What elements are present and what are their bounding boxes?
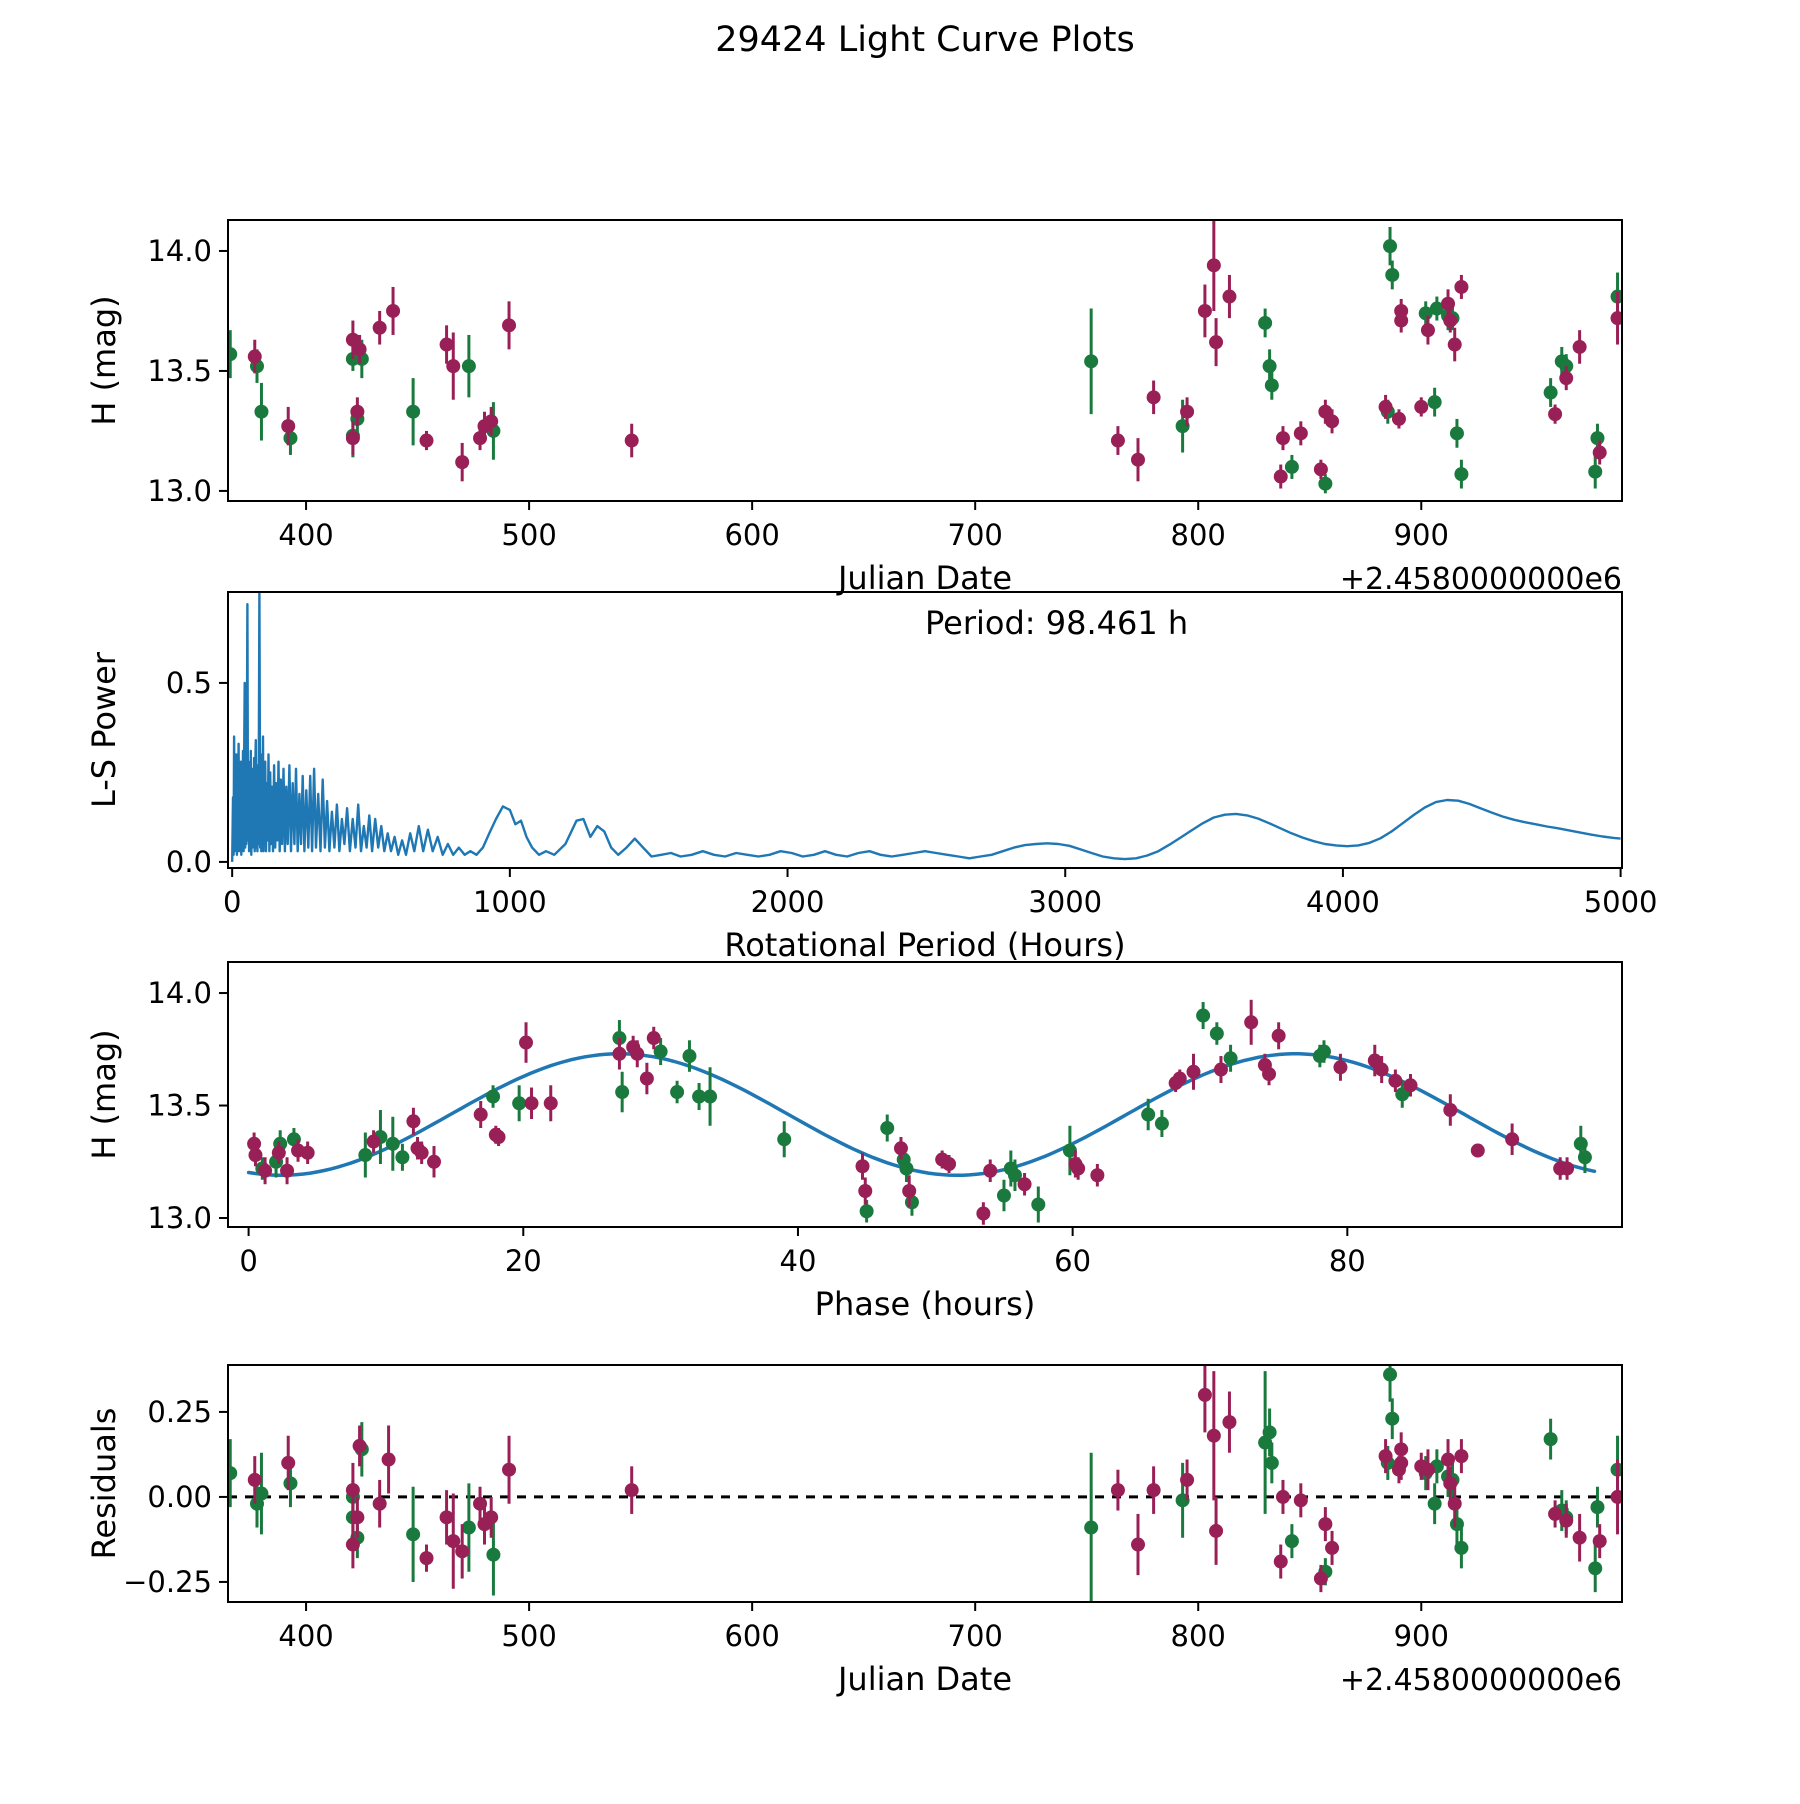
data-point (544, 1096, 558, 1110)
data-point (502, 318, 516, 332)
data-point (382, 1453, 396, 1467)
data-point (1441, 297, 1455, 311)
data-point (1325, 1541, 1339, 1555)
data-point (1262, 1067, 1276, 1081)
data-point (406, 405, 420, 419)
data-point (1198, 1388, 1212, 1402)
data-point (1090, 1168, 1104, 1182)
data-point (281, 1456, 295, 1470)
x-tick-label: 500 (501, 1619, 557, 1653)
y-axis-label: Residuals (85, 1407, 123, 1560)
x-tick-label: 0 (239, 1244, 258, 1278)
data-point (1314, 1572, 1328, 1586)
data-point (406, 1114, 420, 1128)
data-point (1147, 1483, 1161, 1497)
data-point (625, 434, 639, 448)
data-point (647, 1031, 661, 1045)
data-point (1403, 1078, 1417, 1092)
data-point (1071, 1162, 1085, 1176)
data-point (983, 1164, 997, 1178)
data-point (512, 1096, 526, 1110)
sine-fit-line (249, 1054, 1595, 1176)
data-point (1131, 453, 1145, 467)
data-layer (247, 1000, 1594, 1225)
data-point (1454, 280, 1468, 294)
data-point (777, 1132, 791, 1146)
data-point (519, 1036, 533, 1050)
data-point (1421, 1463, 1435, 1477)
data-point (670, 1085, 684, 1099)
data-point (1084, 1521, 1098, 1535)
axes-frame (228, 220, 1622, 501)
x-tick-label: 700 (947, 1619, 1003, 1653)
y-tick-label: 13.5 (147, 353, 212, 388)
data-point (486, 1090, 500, 1104)
data-point (272, 1146, 286, 1160)
data-point (1441, 1453, 1455, 1467)
data-point (1180, 405, 1194, 419)
data-point (1573, 340, 1587, 354)
data-point (942, 1157, 956, 1171)
data-point (395, 1150, 409, 1164)
data-point (1448, 338, 1462, 352)
panel-residuals-vs-jd (85, 1347, 1625, 1698)
y-tick-label: 14.0 (147, 976, 212, 1011)
data-point (1186, 1065, 1200, 1079)
data-point (1375, 1063, 1389, 1077)
data-point (880, 1121, 894, 1135)
y-tick-label: 13.0 (147, 1201, 212, 1236)
x-axis-label: Rotational Period (Hours) (724, 926, 1126, 964)
data-point (280, 1164, 294, 1178)
data-point (462, 359, 476, 373)
data-point (462, 1521, 476, 1535)
data-point (1285, 460, 1299, 474)
data-point (1383, 1368, 1397, 1382)
data-point (350, 405, 364, 419)
data-point (502, 1463, 516, 1477)
data-point (1333, 1060, 1347, 1074)
period-annotation: Period: 98.461 h (925, 604, 1189, 642)
data-point (1207, 1429, 1221, 1443)
data-point (440, 338, 454, 352)
x-axis-label: Julian Date (837, 1660, 1013, 1698)
data-point (1222, 290, 1236, 304)
data-point (625, 1483, 639, 1497)
data-point (1385, 268, 1399, 282)
data-point (346, 1483, 360, 1497)
data-point (1325, 414, 1339, 428)
data-point (1421, 323, 1435, 337)
data-point (1141, 1108, 1155, 1122)
data-point (1544, 386, 1558, 400)
data-point (1573, 1531, 1587, 1545)
data-point (1155, 1117, 1169, 1131)
data-point (615, 1085, 629, 1099)
data-point (1505, 1132, 1519, 1146)
data-point (283, 1476, 297, 1490)
x-tick-label: 4000 (1306, 885, 1380, 919)
data-point (640, 1072, 654, 1086)
data-point (1428, 1497, 1442, 1511)
series-green-site (223, 227, 1624, 493)
data-point (492, 1130, 506, 1144)
data-point (1272, 1029, 1286, 1043)
data-point (283, 431, 297, 445)
axis-offset-text: +2.4580000000e6 (1339, 1663, 1622, 1698)
x-axis-label: Julian Date (837, 559, 1013, 597)
panel-lomb-scargle-periodogram (85, 592, 1658, 964)
data-point (1198, 304, 1212, 318)
x-tick-label: 900 (1393, 518, 1449, 552)
data-point (997, 1189, 1011, 1203)
axis-offset-text: +2.4580000000e6 (1339, 562, 1622, 597)
x-tick-label: 600 (724, 518, 780, 552)
data-point (1394, 1456, 1408, 1470)
data-point (1590, 431, 1604, 445)
data-point (525, 1096, 539, 1110)
data-point (1593, 1534, 1607, 1548)
data-point (1207, 258, 1221, 272)
axes-frame (228, 962, 1622, 1227)
data-point (1084, 354, 1098, 368)
data-point (1147, 390, 1161, 404)
x-tick-label: 800 (1170, 1619, 1226, 1653)
data-point (1443, 314, 1457, 328)
y-tick-label: −0.25 (123, 1564, 212, 1599)
data-point (894, 1141, 908, 1155)
data-point (1559, 371, 1573, 385)
data-point (899, 1162, 913, 1176)
data-point (427, 1155, 441, 1169)
data-layer (223, 1347, 1624, 1602)
data-point (1111, 434, 1125, 448)
data-point (1018, 1177, 1032, 1191)
data-point (630, 1047, 644, 1061)
data-point (455, 1544, 469, 1558)
data-point (223, 347, 237, 361)
data-point (860, 1204, 874, 1218)
data-point (1383, 239, 1397, 253)
x-tick-label: 400 (278, 1619, 334, 1653)
data-point (1314, 462, 1328, 476)
data-point (1559, 1514, 1573, 1528)
y-tick-label: 13.5 (147, 1088, 212, 1123)
x-tick-label: 500 (501, 518, 557, 552)
data-point (1180, 1473, 1194, 1487)
data-point (1214, 1063, 1228, 1077)
data-point (420, 434, 434, 448)
data-point (1224, 1051, 1238, 1065)
data-point (258, 1164, 272, 1178)
data-point (474, 1108, 488, 1122)
data-point (1454, 1449, 1468, 1463)
x-axis-label: Phase (hours) (814, 1285, 1036, 1323)
data-point (1209, 1524, 1223, 1538)
data-point (1379, 400, 1393, 414)
y-tick-label: 0.25 (147, 1394, 212, 1429)
y-tick-label: 0.5 (165, 665, 212, 700)
x-tick-label: 900 (1393, 1619, 1449, 1653)
data-point (1544, 1432, 1558, 1446)
data-point (902, 1184, 916, 1198)
data-point (386, 304, 400, 318)
x-tick-label: 60 (1054, 1244, 1092, 1278)
data-point (446, 359, 460, 373)
data-point (254, 405, 268, 419)
data-point (353, 1439, 367, 1453)
y-tick-label: 0.0 (165, 844, 212, 879)
data-point (1294, 426, 1308, 440)
y-axis-label: H (mag) (85, 295, 123, 426)
data-point (440, 1510, 454, 1524)
data-point (415, 1146, 429, 1160)
y-tick-label: 14.0 (147, 233, 212, 268)
data-point (682, 1049, 696, 1063)
panel-jd-magnitude-lightcurve (85, 220, 1625, 597)
data-point (1590, 1500, 1604, 1514)
x-tick-label: 700 (947, 518, 1003, 552)
data-point (386, 1137, 400, 1151)
data-point (612, 1047, 626, 1061)
data-point (1276, 431, 1290, 445)
data-point (1448, 1497, 1462, 1511)
data-point (1276, 1490, 1290, 1504)
data-point (1274, 470, 1288, 484)
data-point (1196, 1009, 1210, 1023)
data-point (1318, 1517, 1332, 1531)
data-layer (223, 220, 1624, 494)
series-green-site (223, 1347, 1624, 1602)
data-point (346, 1538, 360, 1552)
x-tick-label: 5000 (1583, 885, 1658, 919)
data-point (248, 1473, 262, 1487)
data-point (248, 350, 262, 364)
data-point (346, 431, 360, 445)
data-point (281, 419, 295, 433)
data-point (1131, 1538, 1145, 1552)
data-point (1263, 1425, 1277, 1439)
data-point (654, 1045, 668, 1059)
data-point (1274, 1555, 1288, 1569)
data-point (254, 1487, 268, 1501)
data-point (1173, 1072, 1187, 1086)
data-point (703, 1090, 717, 1104)
data-point (1450, 426, 1464, 440)
y-tick-label: 13.0 (147, 473, 212, 508)
data-point (1285, 1534, 1299, 1548)
y-axis-label: L-S Power (85, 651, 123, 809)
data-point (420, 1551, 434, 1565)
data-point (1428, 395, 1442, 409)
data-point (976, 1207, 990, 1221)
data-point (1031, 1198, 1045, 1212)
data-point (223, 1466, 237, 1480)
series-magenta-site (248, 1358, 1625, 1593)
data-point (1263, 359, 1277, 373)
series-magenta-site (248, 220, 1625, 489)
data-point (1588, 465, 1602, 479)
data-point (484, 1510, 498, 1524)
data-point (1454, 1541, 1468, 1555)
data-point (1385, 1412, 1399, 1426)
x-tick-label: 40 (779, 1244, 817, 1278)
data-point (1209, 335, 1223, 349)
axes-frame (228, 1365, 1622, 1602)
data-point (1560, 1162, 1574, 1176)
x-tick-label: 80 (1328, 1244, 1366, 1278)
data-point (1394, 314, 1408, 328)
data-point (1379, 1449, 1393, 1463)
x-tick-label: 1000 (472, 885, 547, 919)
panel-phased-lightcurve (85, 962, 1622, 1323)
y-axis-label: H (mag) (85, 1029, 123, 1160)
data-point (406, 1527, 420, 1541)
data-point (1265, 378, 1279, 392)
data-point (1593, 446, 1607, 460)
data-point (353, 342, 367, 356)
data-point (1388, 1074, 1402, 1088)
data-point (858, 1184, 872, 1198)
data-point (367, 1135, 381, 1149)
x-tick-label: 800 (1170, 518, 1226, 552)
data-point (1317, 1045, 1331, 1059)
data-point (373, 1497, 387, 1511)
data-point (1244, 1015, 1258, 1029)
data-point (455, 455, 469, 469)
x-tick-label: 0 (222, 885, 242, 919)
data-point (1588, 1561, 1602, 1575)
data-point (1210, 1027, 1224, 1041)
data-point (301, 1146, 315, 1160)
data-point (856, 1159, 870, 1173)
x-tick-label: 2000 (750, 885, 825, 919)
figure-title: 29424 Light Curve Plots (715, 20, 1135, 60)
data-point (1222, 1415, 1236, 1429)
data-point (486, 1548, 500, 1562)
y-tick-label: 0.00 (147, 1479, 212, 1514)
data-point (1265, 1456, 1279, 1470)
x-tick-label: 400 (278, 518, 334, 552)
data-point (1414, 400, 1428, 414)
data-point (358, 1148, 372, 1162)
data-point (1294, 1493, 1308, 1507)
data-point (1443, 1103, 1457, 1117)
data-point (248, 1148, 262, 1162)
x-tick-label: 600 (724, 1619, 780, 1653)
x-tick-label: 20 (504, 1244, 542, 1278)
data-point (1578, 1150, 1592, 1164)
data-point (1392, 412, 1406, 426)
data-point (1454, 467, 1468, 481)
x-tick-label: 3000 (1028, 885, 1103, 919)
data-point (373, 321, 387, 335)
series-magenta-site (247, 1000, 1574, 1225)
data-point (1471, 1144, 1485, 1158)
data-point (1258, 316, 1272, 330)
data-point (484, 414, 498, 428)
data-point (1548, 407, 1562, 421)
data-point (1111, 1483, 1125, 1497)
